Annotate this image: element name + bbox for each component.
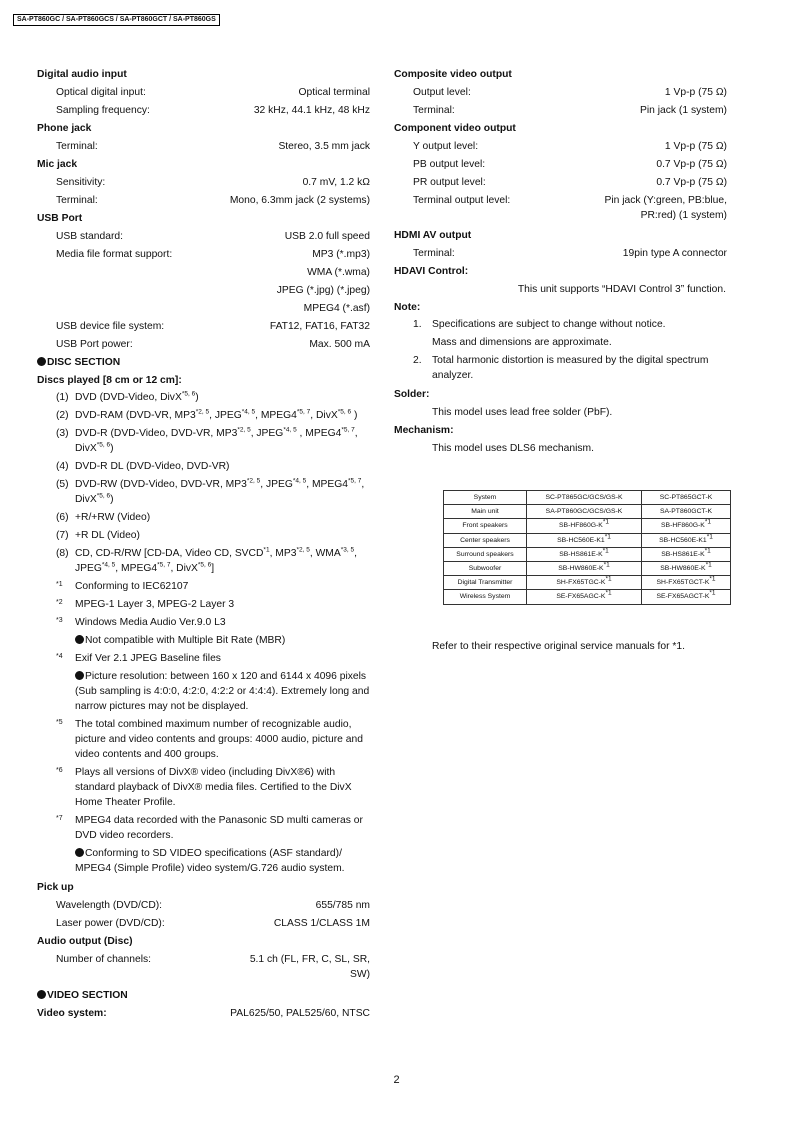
document-header: SA-PT860GC / SA-PT860GCS / SA-PT860GCT / SA-PT860GS [13,14,220,26]
spec-continuation: MPEG4 (*.asf) [303,303,370,314]
section-phone-jack: Phone jack [37,123,92,134]
spec-row: Number of channels: 5.1 ch (FL, FR, C, SL, SR, SW) [56,954,370,980]
spec-continuation: WMA (*.wma) [307,267,370,278]
bullet-icon [37,990,46,999]
spec-row: Sensitivity: 0.7 mV, 1.2 kΩ [56,177,370,188]
spec-continuation: JPEG (*.jpg) (*.jpeg) [276,285,370,296]
footnote: *4 Exif Ver 2.1 JPEG Baseline files [56,653,221,664]
section-audio-output: Audio output (Disc) [37,936,133,947]
spec-row: Terminal: Pin jack (1 system) [413,105,727,116]
footnote: *1 Conforming to IEC62107 [56,581,189,592]
bullet-icon [37,357,46,366]
section-hdmi-av-output: HDMI AV output [394,230,472,241]
section-mechanism: Mechanism: [394,425,454,436]
footnote: *6 Plays all versions of DivX® video (including DivX®6) with standard playback of DivX® media files. Certified to the DivX Home Theater Profile. [56,767,352,808]
table-row: System SC-PT865GC/GCS/GS-K SC-PT865GCT-K [444,491,731,505]
spec-row: Video system: PAL625/50, PAL525/60, NTSC [37,1008,370,1019]
model-table [443,490,731,605]
spec-row: Terminal: 19pin type A connector [413,248,727,259]
note-sub: Mass and dimensions are approximate. [432,337,612,348]
spec-row: Output level: 1 Vp-p (75 Ω) [413,87,727,98]
section-note: Note: [394,302,421,313]
footnote: *5 The total combined maximum number of recognizable audio, picture and video contents and groups: 4000 audio, picture and video contents and 400 groups. [56,719,363,760]
spec-row: Laser power (DVD/CD): CLASS 1/CLASS 1M [56,918,370,929]
spec-row: USB device file system: FAT12, FAT16, FAT32 [56,321,370,332]
footnote: *7 MPEG4 data recorded with the Panasonic SD multi cameras or DVD video recorders. [56,815,363,841]
table-row: Wireless System $SE-FX65AGC-K^{*1}$ $SE-FX65AGCT-K^{*1}$ [444,590,731,604]
table-row: Front speakers $SB-HF860G-K^{*1}$ $SB-HF860G-K^{*1}$ [444,519,731,533]
spec-row: Terminal output level: Pin jack (Y:green, PB:blue, PR:red) (1 system) [413,195,727,221]
disc-item: (5) DVD-RW (DVD-Video, DVD-VR, MP3$^{*2, 5}$, JPEG$^{*4, 5}$, MPEG4$^{*5, 7}$, DivX$^{*5, 6}$) [56,477,365,505]
disc-item: (2) DVD-RAM (DVD-VR, MP3$^{*2, 5}$, JPEG$^{*4, 5}$, MPEG4$^{*5, 7}$, DivX$^{*5, 6}$ ) [56,408,358,421]
disc-item: (7) +R DL (Video) [56,530,140,541]
footnote: *3 Windows Media Audio Ver.9.0 L3 [56,617,226,628]
note-item: 2. Total harmonic distortion is measured by the digital spectrum analyzer. [413,355,709,381]
table-row: Surround speakers $SB-HS861E-K^{*1}$ $SB-HS861E-K^{*1}$ [444,547,731,561]
footnote-sub: Picture resolution: between 160 x 120 and 6144 x 4096 pixels (Sub sampling is 4:0:0, 4:2:0, 4:2:2 or 4:4:4). Extremely long and narrow pictures may not be displayed. [75,671,370,712]
section-component-video-output: Component video output [394,123,516,134]
refer-note: Refer to their respective original service manuals for *1. [432,641,685,652]
section-digital-audio-input: Digital audio input [37,69,127,80]
table-row: Center speakers SB-HC560E-K1$^{*1}$ SB-HC560E-K1$^{*1}$ [444,533,731,547]
discs-played-heading: Discs played [8 cm or 12 cm]: [37,375,182,386]
right-column [394,66,727,458]
section-hdavi-control: HDAVI Control: [394,266,469,277]
hdavi-text: This unit supports “HDAVI Control 3” function. [517,284,726,295]
spec-row: PR output level: 0.7 Vp-p (75 Ω) [413,177,727,188]
disc-item: (3) DVD-R (DVD-Video, DVD-VR, MP3$^{*2, 5}$, JPEG$^{*4, 5}$ , MPEG4$^{*5, 7}$, DivX$^{*5, 6}$) [56,426,358,454]
spec-row: Terminal: Stereo, 3.5 mm jack [56,141,370,152]
disc-section-heading: DISC SECTION [37,354,370,372]
page-number: 2 [393,1074,400,1086]
bullet-icon [75,671,84,680]
spec-row: Wavelength (DVD/CD): 655/785 nm [56,900,370,911]
section-usb-port: USB Port [37,213,83,224]
spec-row: Media file format support: MP3 (*.mp3) [56,249,370,260]
table-row: Subwoofer $SB-HW860E-K^{*1}$ $SB-HW860E-K^{*1}$ [444,561,731,575]
footnote: *2 MPEG-1 Layer 3, MPEG-2 Layer 3 [56,599,235,610]
footnote-sub: Not compatible with Multiple Bit Rate (MBR) [37,633,370,648]
disc-item: (8) CD, CD-R/RW [CD-DA, Video CD, SVCD$^{*1}$, MP3$^{*2, 5}$, WMA$^{*3, 5}$, JPEG$^{*4, 5}$, MPEG4$^{*5, 7}$, DivX$^{*5, 6}$] [56,546,357,574]
disc-item: (4) DVD-R DL (DVD-Video, DVD-VR) [56,461,230,472]
section-composite-video-output: Composite video output [394,69,512,80]
section-solder: Solder: [394,389,430,400]
disc-item: (6) +R/+RW (Video) [56,512,151,523]
footnote-sub: Conforming to SD VIDEO specifications (ASF standard)/ MPEG4 (Simple Profile) video system/G.726 audio system. [75,848,345,874]
section-mic-jack: Mic jack [37,159,78,170]
bullet-icon [75,635,84,644]
section-pick-up: Pick up [37,882,74,893]
solder-text: This model uses lead free solder (PbF). [432,407,613,418]
spec-row: USB Port power: Max. 500 mA [56,339,370,350]
spec-row: USB standard: USB 2.0 full speed [56,231,370,242]
spec-row: Optical digital input: Optical terminal [56,87,370,98]
mechanism-text: This model uses DLS6 mechanism. [432,443,594,454]
table-row: Main unit SA-PT860GC/GCS/GS-K SA-PT860GCT-K [444,505,731,519]
disc-item: (1) DVD (DVD-Video, DivX$^{*5, 6}$) [56,390,199,403]
video-section-heading: VIDEO SECTION [37,987,370,1005]
spec-row: Terminal: Mono, 6.3mm jack (2 systems) [56,195,370,206]
spec-row: Sampling frequency: 32 kHz, 44.1 kHz, 48 kHz [56,105,370,116]
note-item: 1. Specifications are subject to change without notice. [413,319,666,330]
table-row: Digital Transmitter $SH-FX65TGC-K^{*1}$ $SH-FX65TGCT-K^{*1}$ [444,576,731,590]
left-column [37,66,370,1023]
spec-row: PB output level: 0.7 Vp-p (75 Ω) [413,159,727,170]
spec-row: Y output level: 1 Vp-p (75 Ω) [413,141,727,152]
bullet-icon [75,848,84,857]
